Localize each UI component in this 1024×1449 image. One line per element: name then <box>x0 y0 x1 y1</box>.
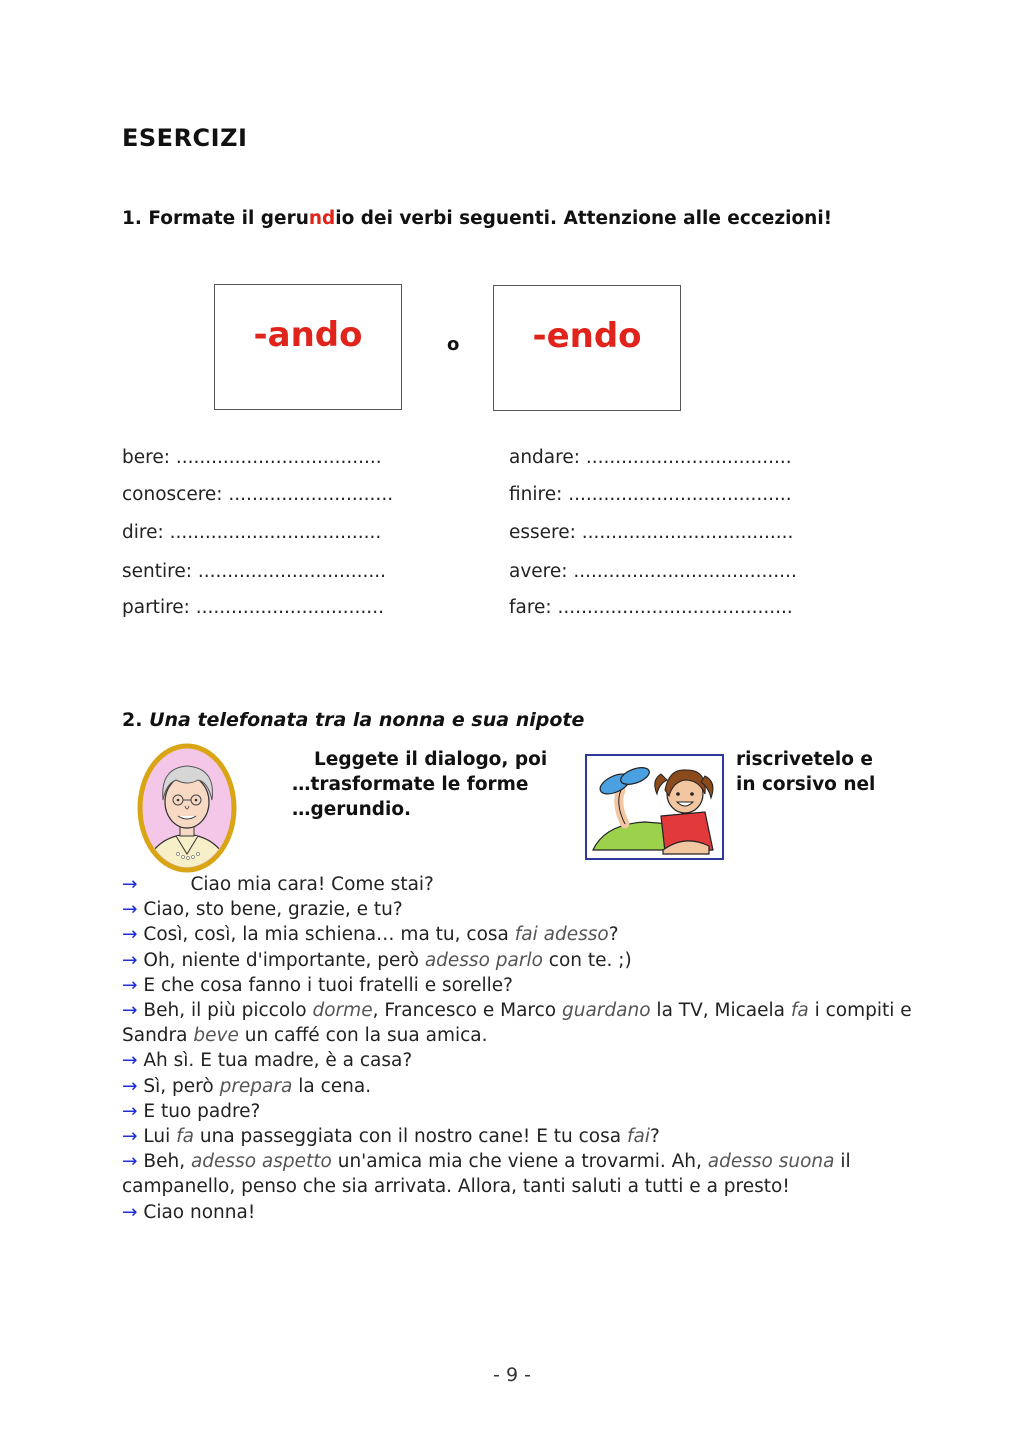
dialog-verb: fa <box>176 1126 194 1148</box>
arrow-icon: → <box>122 974 138 996</box>
dialog-line <box>122 872 912 897</box>
dialog-text: il campanello, penso che sia arrivata. Allora, tanti saluti a tutti e a presto! <box>122 1151 857 1198</box>
dialog-text: Ciao, sto bene, grazie, e tu? <box>137 899 403 921</box>
dialog-text: la TV, Micaela <box>650 1000 791 1022</box>
dialog-line <box>122 1149 912 1199</box>
dialog-text: Ciao mia cara! Come stai? <box>137 874 434 895</box>
dialog-line <box>122 922 912 947</box>
instructions-right <box>736 747 875 797</box>
dialog-verb: adesso aspetto <box>190 1151 332 1173</box>
instruction-line: …gerundio. <box>292 799 412 820</box>
dialog-line <box>122 1200 912 1225</box>
girl-lying-icon <box>585 754 724 860</box>
instructions-left <box>292 747 547 822</box>
dialog-text: Beh, <box>137 1151 191 1173</box>
instruction-line: in corsivo nel <box>736 774 876 795</box>
arrow-icon: → <box>122 1100 138 1122</box>
dialog-verb: dorme <box>312 1000 373 1022</box>
dialog-text: Così, così, la mia schiena… ma tu, cosa <box>137 924 515 946</box>
dialog-text: con te. ;) <box>542 949 632 971</box>
dialog-text: Ciao nonna! <box>137 1201 256 1223</box>
ending-label-endo: -endo <box>532 316 642 356</box>
arrow-icon: → <box>122 1201 138 1223</box>
dialog-text: ? <box>608 924 619 946</box>
dialog-text: i compiti e Sandra <box>122 1000 918 1047</box>
arrow-icon: → <box>122 924 138 946</box>
dialog-text: un caffé con la sua amica. <box>238 1025 488 1047</box>
verb-item: avere: ...................................... <box>509 561 797 582</box>
verb-item: partire: ................................ <box>122 597 384 618</box>
dialog-line <box>122 948 912 973</box>
exercise2-title-text: Una telefonata tra la nonna e sua nipote <box>149 709 585 731</box>
dialog-line <box>122 973 912 998</box>
verb-item: bere: ................................... <box>122 447 382 468</box>
dialog-text: una passeggiata con il nostro cane! E tu cosa <box>193 1126 627 1148</box>
dialog-text: E che cosa fanno i tuoi fratelli e sorelle? <box>137 974 513 996</box>
dialog-verb: adesso parlo <box>424 949 543 971</box>
verb-item: sentire: ................................ <box>122 561 387 582</box>
ending-label-ando: -ando <box>253 315 363 355</box>
arrow-icon: → <box>122 874 138 895</box>
arrow-icon: → <box>122 1000 138 1022</box>
or-word: o <box>447 334 460 355</box>
arrow-icon: → <box>122 1151 138 1173</box>
verb-item: conoscere: ............................ <box>122 484 394 505</box>
verb-item: dire: .................................... <box>122 522 382 543</box>
dialog-text: Ah sì. E tua madre, è a casa? <box>137 1050 413 1072</box>
verb-item: andare: ................................... <box>509 447 792 468</box>
dialog-text: Lui <box>137 1126 177 1148</box>
dialog-text: un'amica mia che viene a trovarmi. Ah, <box>331 1151 708 1173</box>
dialog-verb: fai <box>626 1126 650 1148</box>
dialog-verb: adesso suona <box>707 1151 835 1173</box>
exercise2-title <box>122 709 584 731</box>
instruction-line: Leggete il dialogo, poi <box>314 749 548 770</box>
page-heading: ESERCIZI <box>122 124 248 152</box>
exercise1-title-part: 1. Formate il geru <box>122 208 309 229</box>
dialog-verb: fai adesso <box>514 924 609 946</box>
exercise1-title-part: io dei verbi seguenti. Attenzione alle eccezioni! <box>335 208 833 229</box>
dialog-verb: prepara <box>219 1075 293 1097</box>
dialog-line <box>122 1124 912 1149</box>
arrow-icon: → <box>122 1050 138 1072</box>
dialog <box>122 872 918 1225</box>
dialog-text: la cena. <box>292 1075 372 1097</box>
dialog-text: , Francesco e Marco <box>372 1000 562 1022</box>
dialog-line <box>122 998 918 1048</box>
dialog-line <box>122 1048 912 1073</box>
verb-item: essere: .................................... <box>509 522 794 543</box>
grandmother-portrait-icon <box>136 742 238 874</box>
dialog-verb: fa <box>790 1000 809 1022</box>
arrow-icon: → <box>122 1126 138 1148</box>
verb-item: finire: ...................................... <box>509 484 792 505</box>
arrow-icon: → <box>122 949 138 971</box>
dialog-line <box>122 897 912 922</box>
exercise2-number: 2. <box>122 709 143 731</box>
dialog-line <box>122 1074 912 1099</box>
ending-box-endo <box>493 285 681 411</box>
ending-box-ando <box>214 284 402 410</box>
exercise1-title <box>122 206 842 231</box>
verb-item: fare: ........................................ <box>509 597 793 618</box>
instruction-line: riscrivetelo e <box>736 749 873 770</box>
page-number: - 9 - <box>493 1364 531 1386</box>
dialog-text: Sì, però <box>137 1075 220 1097</box>
arrow-icon: → <box>122 899 138 921</box>
dialog-text: ? <box>649 1126 660 1148</box>
dialog-line <box>122 1099 912 1124</box>
arrow-icon: → <box>122 1075 138 1097</box>
dialog-verb: guardano <box>562 1000 651 1022</box>
exercise1-title-highlight: nd <box>308 208 336 229</box>
dialog-verb: beve <box>193 1025 239 1047</box>
dialog-text: Beh, il più piccolo <box>137 1000 313 1022</box>
instruction-line: …trasformate le forme <box>292 774 529 795</box>
dialog-text: Oh, niente d'importante, però <box>137 949 425 971</box>
dialog-text: E tuo padre? <box>137 1100 261 1122</box>
